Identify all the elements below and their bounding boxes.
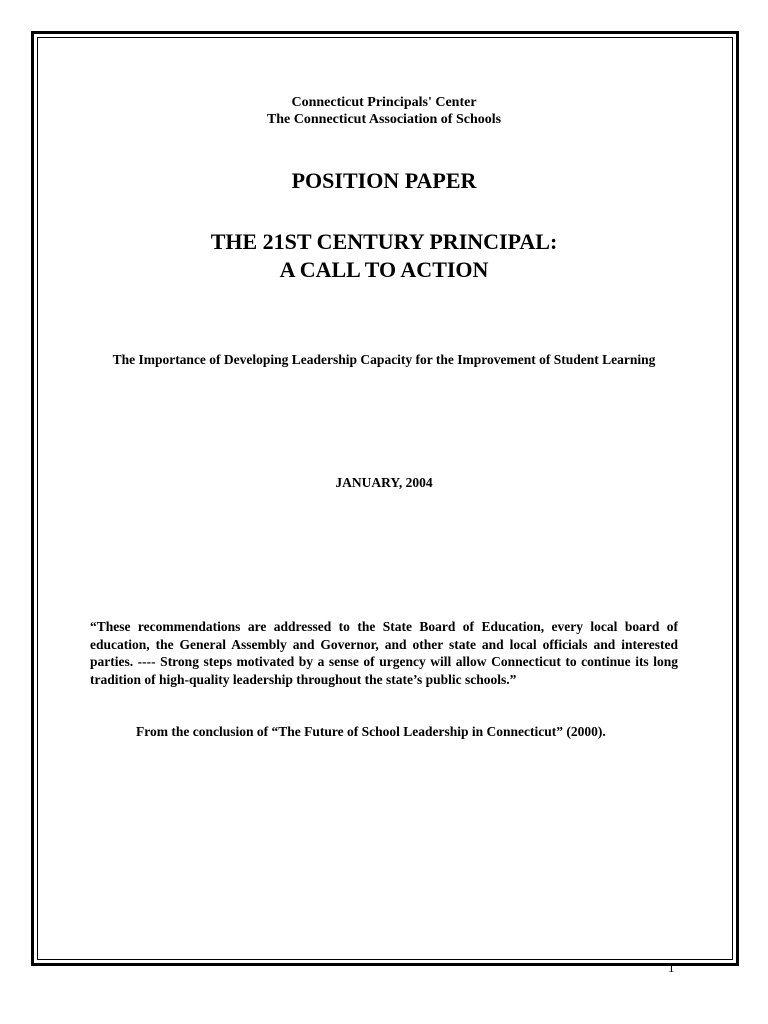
organization-header [0,94,768,128]
document-subtitle: The Importance of Developing Leadership Capacity for the Improvement of Student Learning [112,352,656,367]
position-paper-label: POSITION PAPER [291,168,477,193]
publication-date: JANUARY, 2004 [335,475,433,490]
org-line-1: Connecticut Principals' Center [291,95,477,110]
page-number: 1 [668,960,675,975]
title-line-2: A CALL TO ACTION [279,257,489,282]
org-line-2: The Connecticut Association of Schools [266,112,502,127]
quote-attribution: From the conclusion of “The Future of School Leadership in Connecticut” (2000). [136,724,606,739]
document-title [0,228,768,284]
title-line-1: THE 21ST CENTURY PRINCIPAL: [210,229,558,254]
quote-paragraph: “These recommendations are addressed to the State Board of Education, every local board of education, the General Assembly and Governor, and other state and local officials and interested parties. ---- Strong steps motivated by a sense of urgency will allow Connecticut to continue its long tradition of high-quality leadership throughout the state’s public schools.” [90,619,678,687]
